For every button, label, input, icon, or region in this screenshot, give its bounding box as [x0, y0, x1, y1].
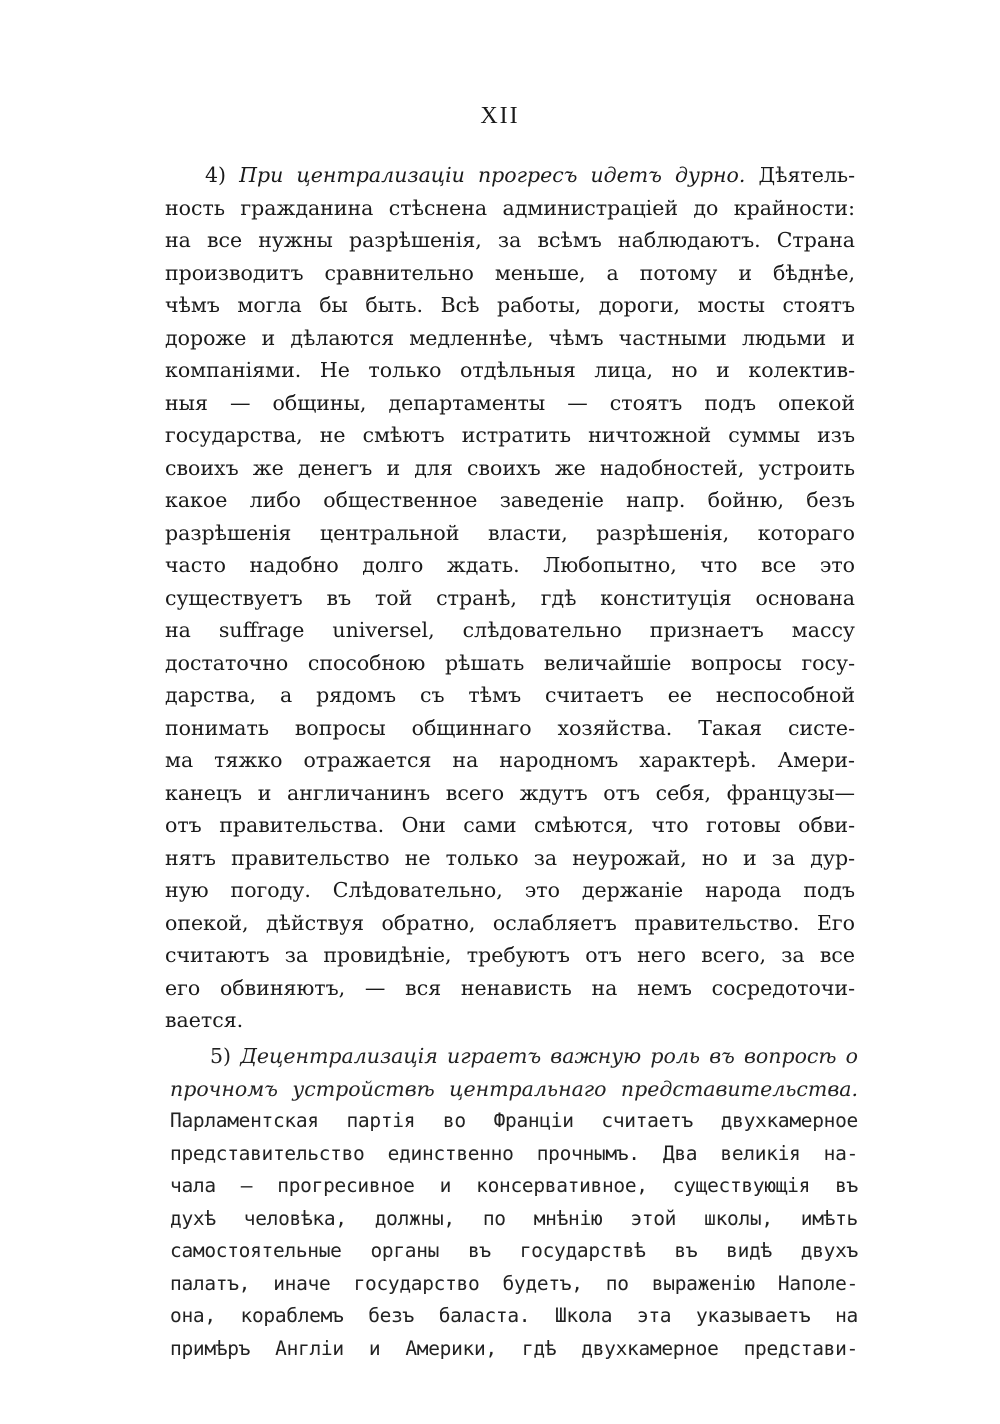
paragraph-line: отъ правительства. Они сами смѣются, что готовы обви- — [165, 813, 855, 837]
paragraph-line: дороже и дѣлаются медленнѣе, чѣмъ частными людьми и — [165, 325, 855, 350]
paragraph-line: нятъ правительство не только за неурожай, но и за дур- — [165, 845, 855, 870]
paragraph-line: опекой, дѣйствуя обратно, ослабляетъ правительство. Его — [165, 910, 855, 935]
paragraph-line: самостоятельные органы въ государствѣ въ видѣ двухъ — [170, 1239, 858, 1262]
paragraph-line: компаніями. Не только отдѣльныя лица, но и колектив- — [165, 358, 855, 382]
paragraph-line — [205, 159, 855, 191]
paragraph-line: вается. — [165, 1008, 244, 1032]
paragraph-line: считаютъ за провидѣніе, требуютъ отъ него всего, за все — [165, 943, 855, 967]
paragraph-line: чѣмъ могла бы быть. Всѣ работы, дороги, мосты стоятъ — [165, 293, 855, 317]
paragraph-line: представительство единственно прочнымъ. Два великія на- — [170, 1141, 858, 1165]
paragraph-line: духѣ человѣка, должны, по мнѣнію этой школы, имѣть — [170, 1206, 858, 1230]
item-number: 4) — [205, 163, 240, 187]
paragraph-line: ную погоду. Слѣдовательно, это держаніе народа подъ — [165, 878, 855, 902]
paragraph-line — [210, 1040, 858, 1072]
paragraph-line: своихъ же денегъ и для своихъ же надобностей, устроить — [165, 455, 855, 480]
paragraph-line: какое либо общественное заведеніе напр. бойню, безъ — [165, 488, 855, 512]
paragraph-line: на suffrage universel, слѣдовательно признаетъ массу — [165, 618, 855, 642]
paragraph-heading-line: прочномъ устройствѣ центральнаго представительства. — [170, 1076, 858, 1101]
paragraph-line: ма тяжко отражается на народномъ характерѣ. Амери- — [165, 748, 855, 772]
paragraph-line: канецъ и англичанинъ всего ждутъ отъ себя, французы— — [165, 780, 855, 805]
paragraph-line: производитъ сравнительно меньше, а потому и бѣднѣе, — [165, 260, 855, 285]
paragraph-line: его обвиняютъ, — вся ненависть на немъ сосредоточи- — [165, 975, 855, 1000]
paragraph-line: Парламентская партія во Франціи считаетъ двухкамерное — [170, 1109, 858, 1132]
paragraph-text: Дѣятель- — [745, 163, 856, 187]
paragraph-line: палатъ, иначе государство будетъ, по выраженію Наполе- — [170, 1271, 858, 1295]
paragraph-line: дарства, а рядомъ съ тѣмъ считаетъ ее неспособной — [165, 683, 855, 707]
paragraph-line: существуетъ въ той странѣ, гдѣ конституція основана — [165, 585, 855, 610]
item-number: 5) — [210, 1044, 241, 1068]
paragraph-line: понимать вопросы общиннаго хозяйства. Такая систе- — [165, 715, 855, 740]
paragraph-line: ность гражданина стѣснена администраціей до крайности: — [165, 195, 855, 220]
paragraph-line: на все нужны разрѣшенія, за всѣмъ наблюдаютъ. Страна — [165, 228, 855, 252]
paragraph-heading: При централизаціи прогресъ идетъ дурно. — [239, 163, 746, 187]
page-number: XII — [480, 103, 520, 129]
paragraph-line: ныя — общины, департаменты — стоятъ подъ опекой — [165, 390, 855, 415]
paragraph-line: примѣръ Англіи и Америки, гдѣ двухкамерное представи- — [170, 1336, 858, 1360]
paragraph-line: часто надобно долго ждать. Любопытно, что все это — [165, 553, 855, 577]
paragraph-line: чала — прогресивное и консервативное, существующія въ — [170, 1174, 858, 1197]
paragraph-line: разрѣшенія центральной власти, разрѣшенія, котораго — [165, 520, 855, 545]
paragraph-line: достаточно способною рѣшать величайшіе вопросы госу- — [165, 650, 855, 675]
paragraph-heading: Децентрализація играетъ важную роль въ вопросѣ о — [240, 1044, 858, 1068]
paragraph-line: она, кораблемъ безъ баласта. Школа эта указываетъ на — [170, 1304, 858, 1327]
paragraph-line: государства, не смѣютъ истратить ничтожной суммы изъ — [165, 423, 855, 447]
